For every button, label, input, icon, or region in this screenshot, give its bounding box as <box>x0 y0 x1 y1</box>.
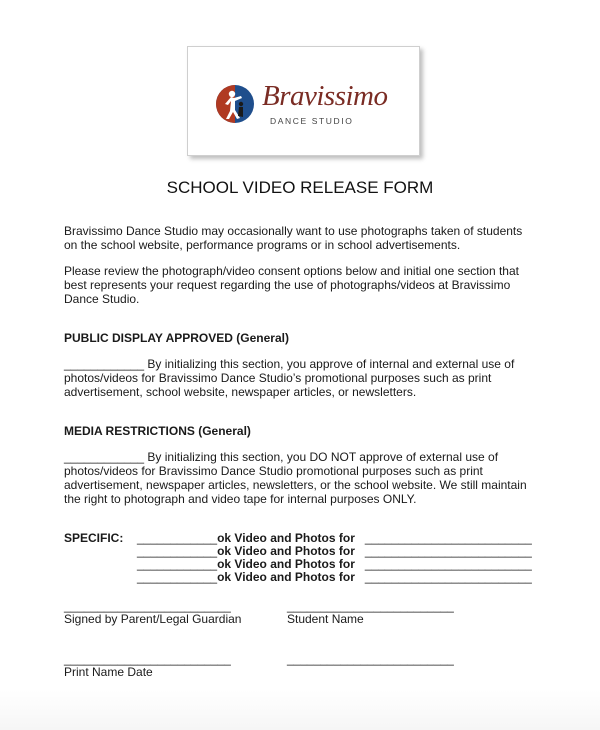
name-blank[interactable]: _________________________ <box>364 531 532 545</box>
text-line: Please review the photograph/video consent options below and initial one section that <box>64 264 519 278</box>
text-line: on the school website, performance programs or in school advertisements. <box>64 238 461 252</box>
consent-text: ok Video and Photos for <box>217 544 355 558</box>
consent-text: ok Video and Photos for <box>217 531 355 545</box>
intro-paragraph-2 <box>64 264 564 306</box>
intro-paragraph-1 <box>64 224 564 252</box>
logo-wordmark: Bravissimo <box>262 80 388 112</box>
consent-text: ok Video and Photos for <box>217 570 355 584</box>
name-blank[interactable]: _________________________ <box>364 557 532 571</box>
text-line: best represents your request regarding the use of photographs/videos at Bravissimo <box>64 278 511 292</box>
name-blank[interactable]: _________________________ <box>364 544 532 558</box>
initial-blank[interactable]: ____________ <box>137 570 218 584</box>
parent-signature-label: Signed by Parent/Legal Guardian <box>64 612 242 626</box>
specific-row[interactable] <box>137 531 532 545</box>
text-line: Dance Studio. <box>64 292 140 306</box>
print-name-date-label: Print Name Date <box>64 665 153 679</box>
logo-subtitle: DANCE STUDIO <box>270 116 354 126</box>
specific-row[interactable] <box>137 570 532 584</box>
media-restrictions-paragraph <box>64 450 564 506</box>
print-name-line[interactable]: _________________________ <box>64 652 231 666</box>
name-blank[interactable]: _________________________ <box>364 570 532 584</box>
text-line: advertisement, newspaper articles, newsletters, or the school website. We still maintain <box>64 478 527 492</box>
specific-row[interactable] <box>137 557 532 571</box>
student-name-label: Student Name <box>287 612 364 626</box>
text-line: ____________ By initializing this section, you DO NOT approve of external use of <box>64 450 499 464</box>
text-line: the right to photograph and video tape for internal purposes ONLY. <box>64 492 417 506</box>
consent-text: ok Video and Photos for <box>217 557 355 571</box>
specific-label: SPECIFIC: <box>64 531 124 545</box>
dancer-emblem-icon <box>215 84 255 124</box>
text-line: photos/videos for Bravissimo Dance Studio promotional purposes such as print <box>64 464 483 478</box>
initial-blank[interactable]: ____________ <box>137 557 218 571</box>
public-display-heading: PUBLIC DISPLAY APPROVED (General) <box>64 331 289 345</box>
text-line: Bravissimo Dance Studio may occasionally want to use photographs taken of students <box>64 224 523 238</box>
logo-box <box>187 46 420 156</box>
media-restrictions-heading: MEDIA RESTRICTIONS (General) <box>64 424 251 438</box>
date-line[interactable]: _________________________ <box>287 652 454 666</box>
student-name-line[interactable]: _________________________ <box>287 599 454 613</box>
parent-signature-line[interactable]: _________________________ <box>64 599 231 613</box>
text-line: advertisement, school website, newspaper articles, or newsletters. <box>64 385 417 399</box>
form-title: SCHOOL VIDEO RELEASE FORM <box>166 178 434 197</box>
text-line: photos/videos for Bravissimo Dance Studio’s promotional purposes such as print <box>64 371 492 385</box>
specific-row[interactable] <box>137 544 532 558</box>
initial-blank[interactable]: ____________ <box>137 544 218 558</box>
initial-blank[interactable]: ____________ <box>137 531 218 545</box>
public-display-paragraph <box>64 357 564 399</box>
text-line: ____________ By initializing this section, you approve of internal and external use of <box>64 357 515 371</box>
